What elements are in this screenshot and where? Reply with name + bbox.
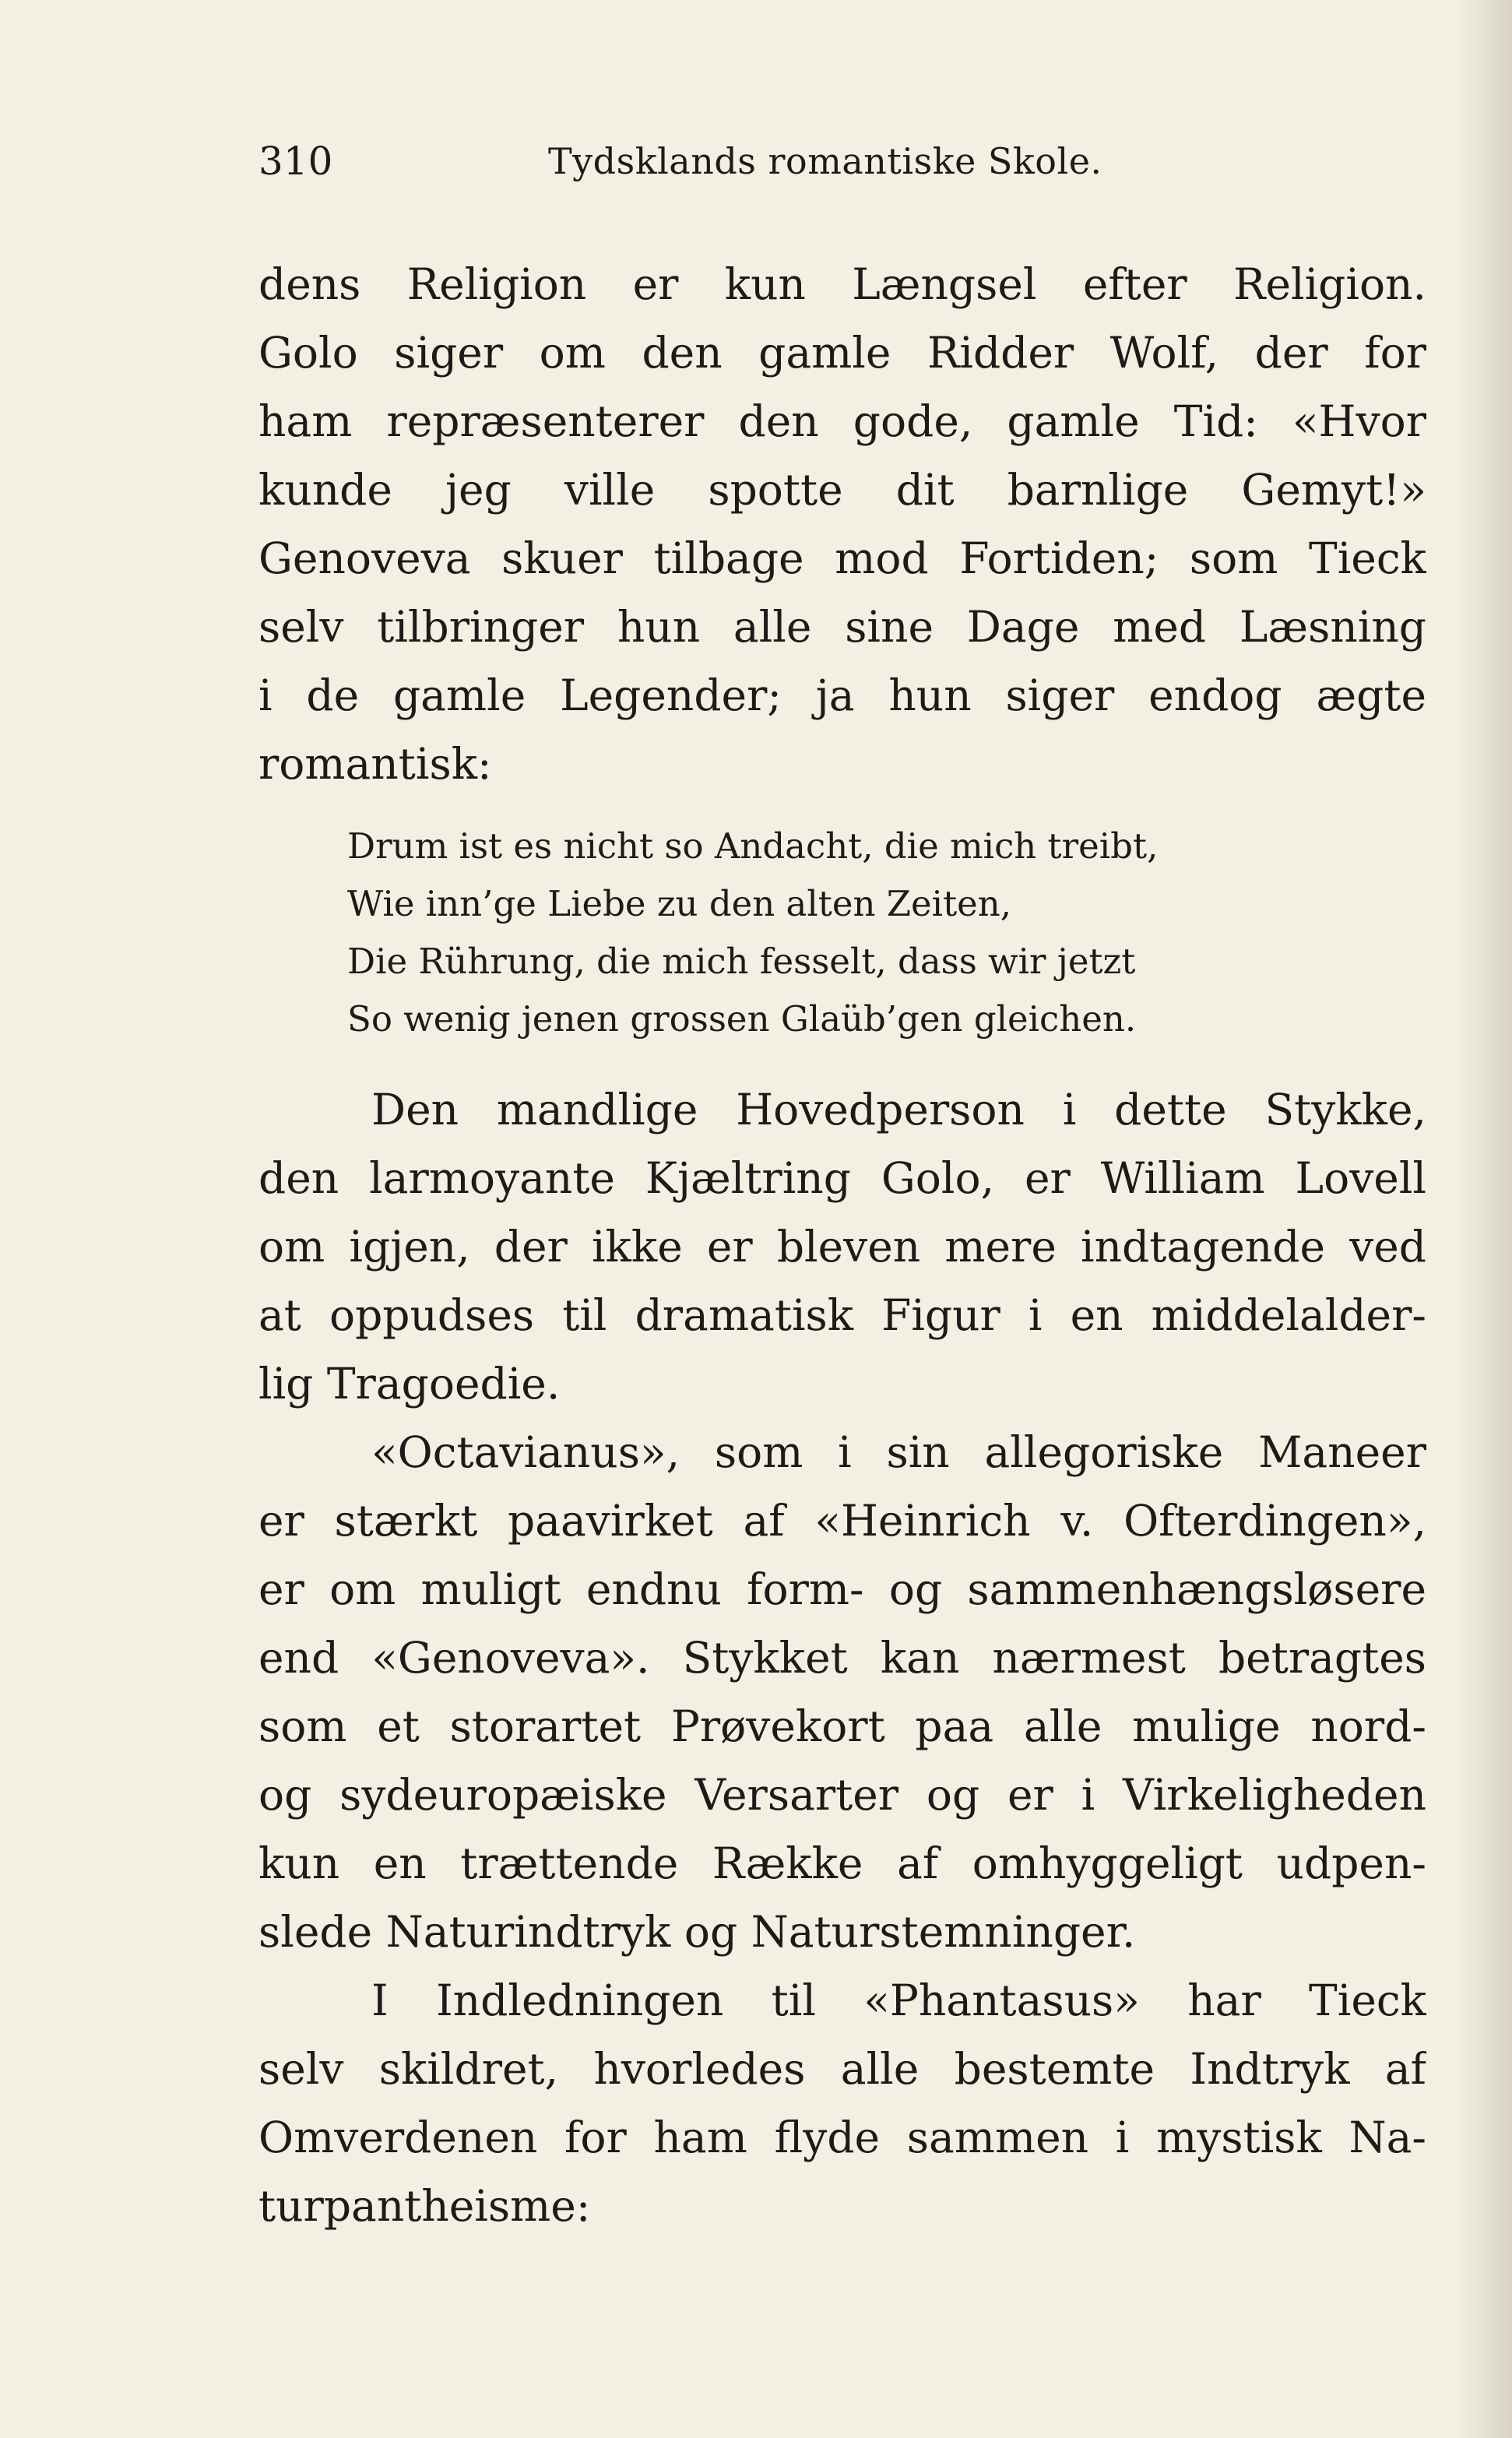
page-number: 310 <box>258 139 333 184</box>
text-line: kun en trættende Række af omhyggeligt udpen- <box>258 1838 1426 1888</box>
text-line: turpantheisme: <box>258 2181 591 2231</box>
text-line: er om muligt endnu form- og sammenhængsløsere <box>258 1564 1426 1614</box>
text-line: lig Tragoedie. <box>258 1359 561 1409</box>
text-line: at oppudses til dramatisk Figur i en middelalder- <box>258 1290 1426 1340</box>
page-header <box>258 139 1426 201</box>
text-line: Genoveva skuer tilbage mod Fortiden; som Tieck <box>258 533 1426 583</box>
page-edge-shadow <box>1457 0 1512 2438</box>
text-line: kunde jeg ville spotte dit barnlige Gemyt!» <box>258 465 1426 515</box>
text-line: selv skildret, hvorledes alle bestemte Indtryk af <box>258 2044 1426 2094</box>
text-line: ham repræsenterer den gode, gamle Tid: «Hvor <box>258 396 1426 446</box>
text-line: I Indledningen til «Phantasus» har Tieck <box>371 1975 1426 2025</box>
verse-line: So wenig jenen grossen Glaüb’gen gleichen. <box>347 998 1137 1040</box>
text-line: i de gamle Legender; ja hun siger endog ægte <box>258 670 1426 720</box>
text-block-top <box>258 250 1426 798</box>
text-line: selv tilbringer hun alle sine Dage med Læsning <box>258 602 1426 652</box>
text-line: Golo siger om den gamle Ridder Wolf, der for <box>258 328 1426 378</box>
text-line: og sydeuropæiske Versarter og er i Virkeligheden <box>258 1770 1426 1820</box>
verse-quotation <box>347 818 1320 1048</box>
text-line: Omverdenen for ham flyde sammen i mystisk Na- <box>258 2113 1426 2162</box>
text-line: om igjen, der ikke er bleven mere indtagende ved <box>258 1222 1426 1272</box>
text-line: er stærkt paavirket af «Heinrich v. Ofterdingen», <box>258 1496 1426 1546</box>
text-line: romantisk: <box>258 739 492 789</box>
running-title: Tydsklands romantiske Skole. <box>548 140 1102 182</box>
text-block-bottom <box>258 1075 1426 2240</box>
text-line: Den mandlige Hovedperson i dette Stykke, <box>371 1085 1426 1135</box>
text-line: som et storartet Prøvekort paa alle mulige nord- <box>258 1701 1426 1751</box>
text-line: «Octavianus», som i sin allegoriske Maneer <box>371 1427 1426 1477</box>
verse-line: Wie inn’ge Liebe zu den alten Zeiten, <box>347 883 1012 924</box>
verse-line: Die Rührung, die mich fesselt, dass wir jetzt <box>347 941 1136 982</box>
text-line: slede Naturindtryk og Naturstemninger. <box>258 1907 1136 1957</box>
text-line: den larmoyante Kjæltring Golo, er William Lovell <box>258 1153 1426 1203</box>
text-line: dens Religion er kun Længsel efter Religion. <box>258 259 1426 309</box>
verse-line: Drum ist es nicht so Andacht, die mich treibt, <box>347 825 1159 867</box>
text-line: end «Genoveva». Stykket kan nærmest betragtes <box>258 1633 1426 1683</box>
